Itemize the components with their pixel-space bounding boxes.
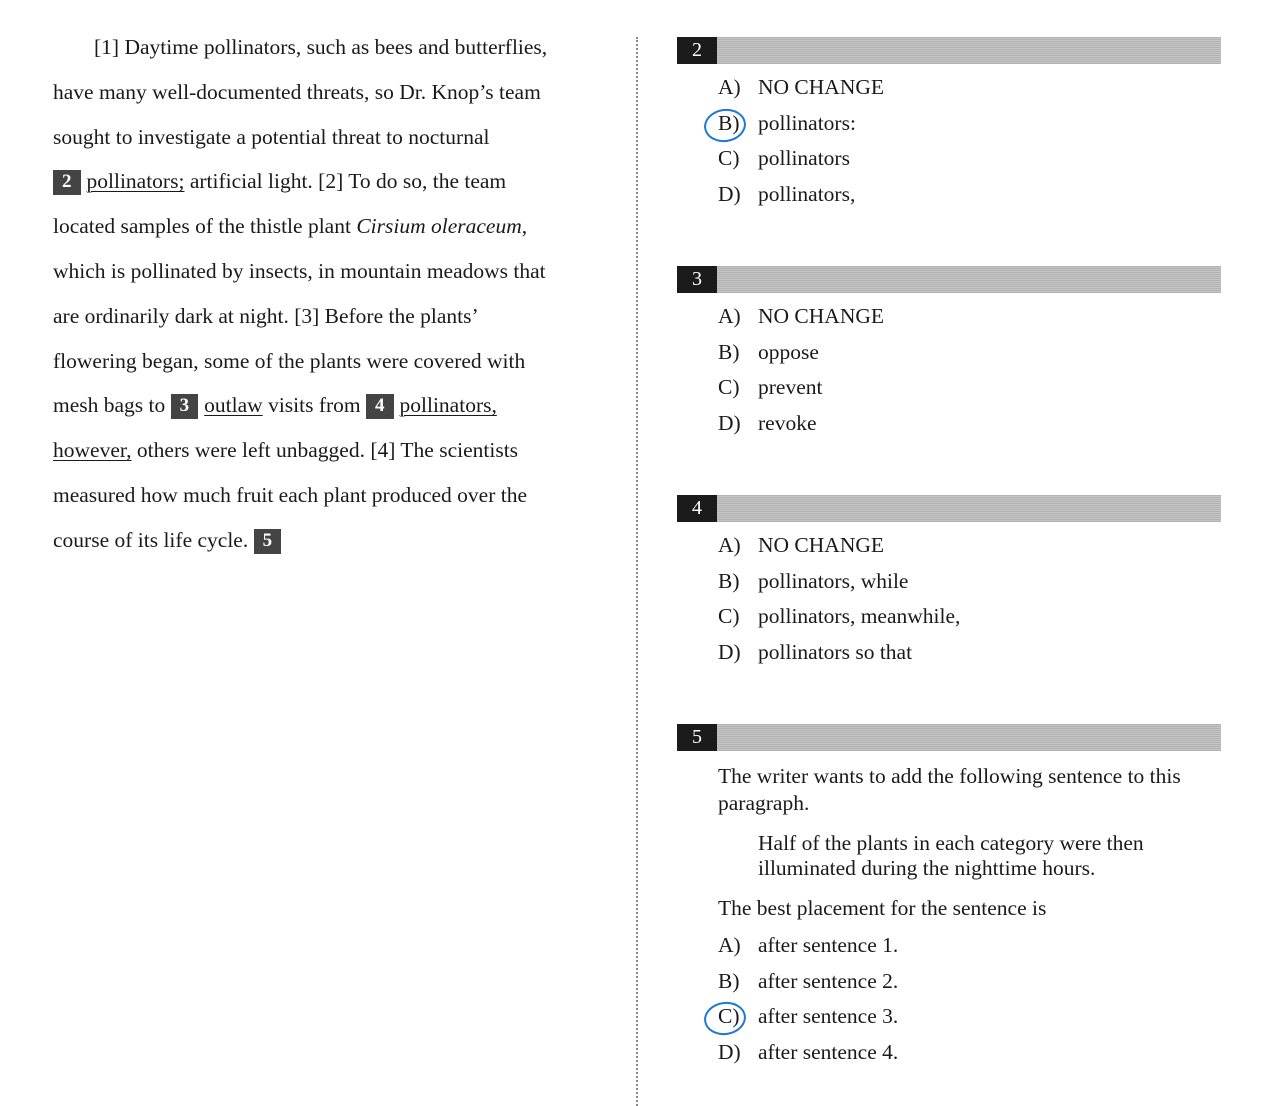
answer-choice-a[interactable] xyxy=(677,70,1221,106)
passage-line xyxy=(53,118,613,163)
choice-letter: C) xyxy=(718,146,740,171)
choice-text: prevent xyxy=(758,375,823,400)
passage-text: course of its life cycle. xyxy=(53,527,254,552)
answer-choice-a[interactable] xyxy=(677,928,1221,964)
answer-choice-b[interactable] xyxy=(677,964,1221,1000)
answer-choice-b[interactable] xyxy=(677,335,1221,371)
underlined-text: outlaw xyxy=(204,393,263,418)
passage-text: flowering began, some of the plants were covered with xyxy=(53,348,526,373)
choice-letter: C) xyxy=(718,375,740,400)
question-header xyxy=(677,266,1221,293)
choice-text: pollinators, xyxy=(758,181,856,206)
answer-choice-c[interactable] xyxy=(677,141,1221,177)
choice-text: NO CHANGE xyxy=(758,75,885,99)
choice-letter: D) xyxy=(718,1039,741,1064)
question-number: 3 xyxy=(677,266,717,293)
passage-line xyxy=(53,342,613,387)
passage-text: which is pollinated by insects, in mountain meadows that xyxy=(53,258,546,283)
question-5 xyxy=(677,724,1221,1070)
answer-choice-a[interactable] xyxy=(677,299,1221,335)
question-number: 2 xyxy=(677,37,717,64)
passage-line xyxy=(53,521,613,566)
answer-choice-c[interactable] xyxy=(677,599,1221,635)
choice-letter: D) xyxy=(718,410,741,435)
question-prompt: The writer wants to add the following sentence to this paragraph. xyxy=(718,764,1181,815)
question-marker-3[interactable]: 3 xyxy=(171,394,199,419)
passage-line xyxy=(53,386,613,431)
passage-text: , xyxy=(521,214,528,239)
choice-text: after sentence 2. xyxy=(758,968,899,993)
answer-choice-b[interactable] xyxy=(677,106,1221,142)
choice-letter: B) xyxy=(718,968,740,993)
choice-text: pollinators xyxy=(758,146,850,171)
answer-choice-c[interactable] xyxy=(677,370,1221,406)
answer-choice-a[interactable] xyxy=(677,528,1221,564)
question-marker-4[interactable]: 4 xyxy=(366,394,394,419)
passage-text: [1] Daytime pollinators, such as bees and butterflies, xyxy=(94,35,548,59)
question-number: 4 xyxy=(677,495,717,522)
choice-text: after sentence 1. xyxy=(758,933,899,957)
question-marker-5[interactable]: 5 xyxy=(254,529,282,554)
choice-letter: D) xyxy=(718,639,741,664)
choice-letter: A) xyxy=(718,75,741,99)
choice-text: NO CHANGE xyxy=(758,533,885,557)
question-header xyxy=(677,37,1221,64)
passage-text: have many well-documented threats, so Dr. Knop’s team xyxy=(53,79,541,104)
choice-letter: A) xyxy=(718,933,741,957)
passage-line xyxy=(53,476,613,521)
choice-letter: C) xyxy=(718,1004,740,1029)
question-4 xyxy=(677,495,1221,670)
question-lead: The best placement for the sentence is xyxy=(718,896,1047,920)
passage-line xyxy=(53,73,613,118)
choice-text: pollinators, while xyxy=(758,568,909,593)
choice-letter: C) xyxy=(718,604,740,629)
passage-line xyxy=(53,431,613,476)
answer-choice-d[interactable] xyxy=(677,177,1221,213)
passage-line xyxy=(53,297,613,342)
passage-text: artificial light. [2] To do so, the team xyxy=(184,169,507,194)
answer-choice-c[interactable] xyxy=(677,999,1221,1035)
column-divider xyxy=(636,37,638,1106)
answer-choice-b[interactable] xyxy=(677,564,1221,600)
question-header xyxy=(677,495,1221,522)
choice-letter: B) xyxy=(718,339,740,364)
passage-line xyxy=(53,28,613,73)
passage-text: mesh bags to xyxy=(53,393,171,418)
underlined-text: pollinators, xyxy=(399,393,497,418)
passage xyxy=(53,28,613,566)
choice-text: pollinators, meanwhile, xyxy=(758,604,961,629)
choice-text: pollinators so that xyxy=(758,639,913,664)
question-header xyxy=(677,724,1221,751)
underlined-text: pollinators; xyxy=(86,169,185,194)
passage-text: located samples of the thistle plant xyxy=(53,214,357,239)
question-number: 5 xyxy=(677,724,717,751)
passage-line xyxy=(53,252,613,297)
passage-text: sought to investigate a potential threat to nocturnal xyxy=(53,124,490,149)
choice-text: after sentence 4. xyxy=(758,1039,899,1064)
choice-letter: B) xyxy=(718,568,740,593)
quoted-sentence: Half of the plants in each category were then illuminated during the nighttime hours. xyxy=(758,831,1144,880)
answer-choice-d[interactable] xyxy=(677,635,1221,671)
underlined-text: however, xyxy=(53,438,132,463)
passage-line xyxy=(53,207,613,252)
choice-letter: A) xyxy=(718,304,741,328)
question-3 xyxy=(677,266,1221,441)
choice-text: after sentence 3. xyxy=(758,1004,899,1029)
passage-text: others were left unbagged. [4] The scientists xyxy=(131,438,519,463)
question-marker-2[interactable]: 2 xyxy=(53,170,81,195)
choice-text: NO CHANGE xyxy=(758,304,885,328)
passage-text: measured how much fruit each plant produced over the xyxy=(53,482,528,507)
choice-text: pollinators: xyxy=(758,110,856,135)
choice-letter: D) xyxy=(718,181,741,206)
answer-choice-d[interactable] xyxy=(677,406,1221,442)
choice-letter: A) xyxy=(718,533,741,557)
answer-choice-d[interactable] xyxy=(677,1035,1221,1071)
choice-text: oppose xyxy=(758,339,819,364)
choice-text: revoke xyxy=(758,410,817,435)
passage-text: Cirsium oleraceum xyxy=(356,214,522,239)
passage-text: visits from xyxy=(262,393,367,418)
question-2 xyxy=(677,37,1221,212)
choice-letter: B) xyxy=(718,110,740,135)
passage-line xyxy=(53,162,613,207)
passage-text: are ordinarily dark at night. [3] Before the plants’ xyxy=(53,303,479,328)
